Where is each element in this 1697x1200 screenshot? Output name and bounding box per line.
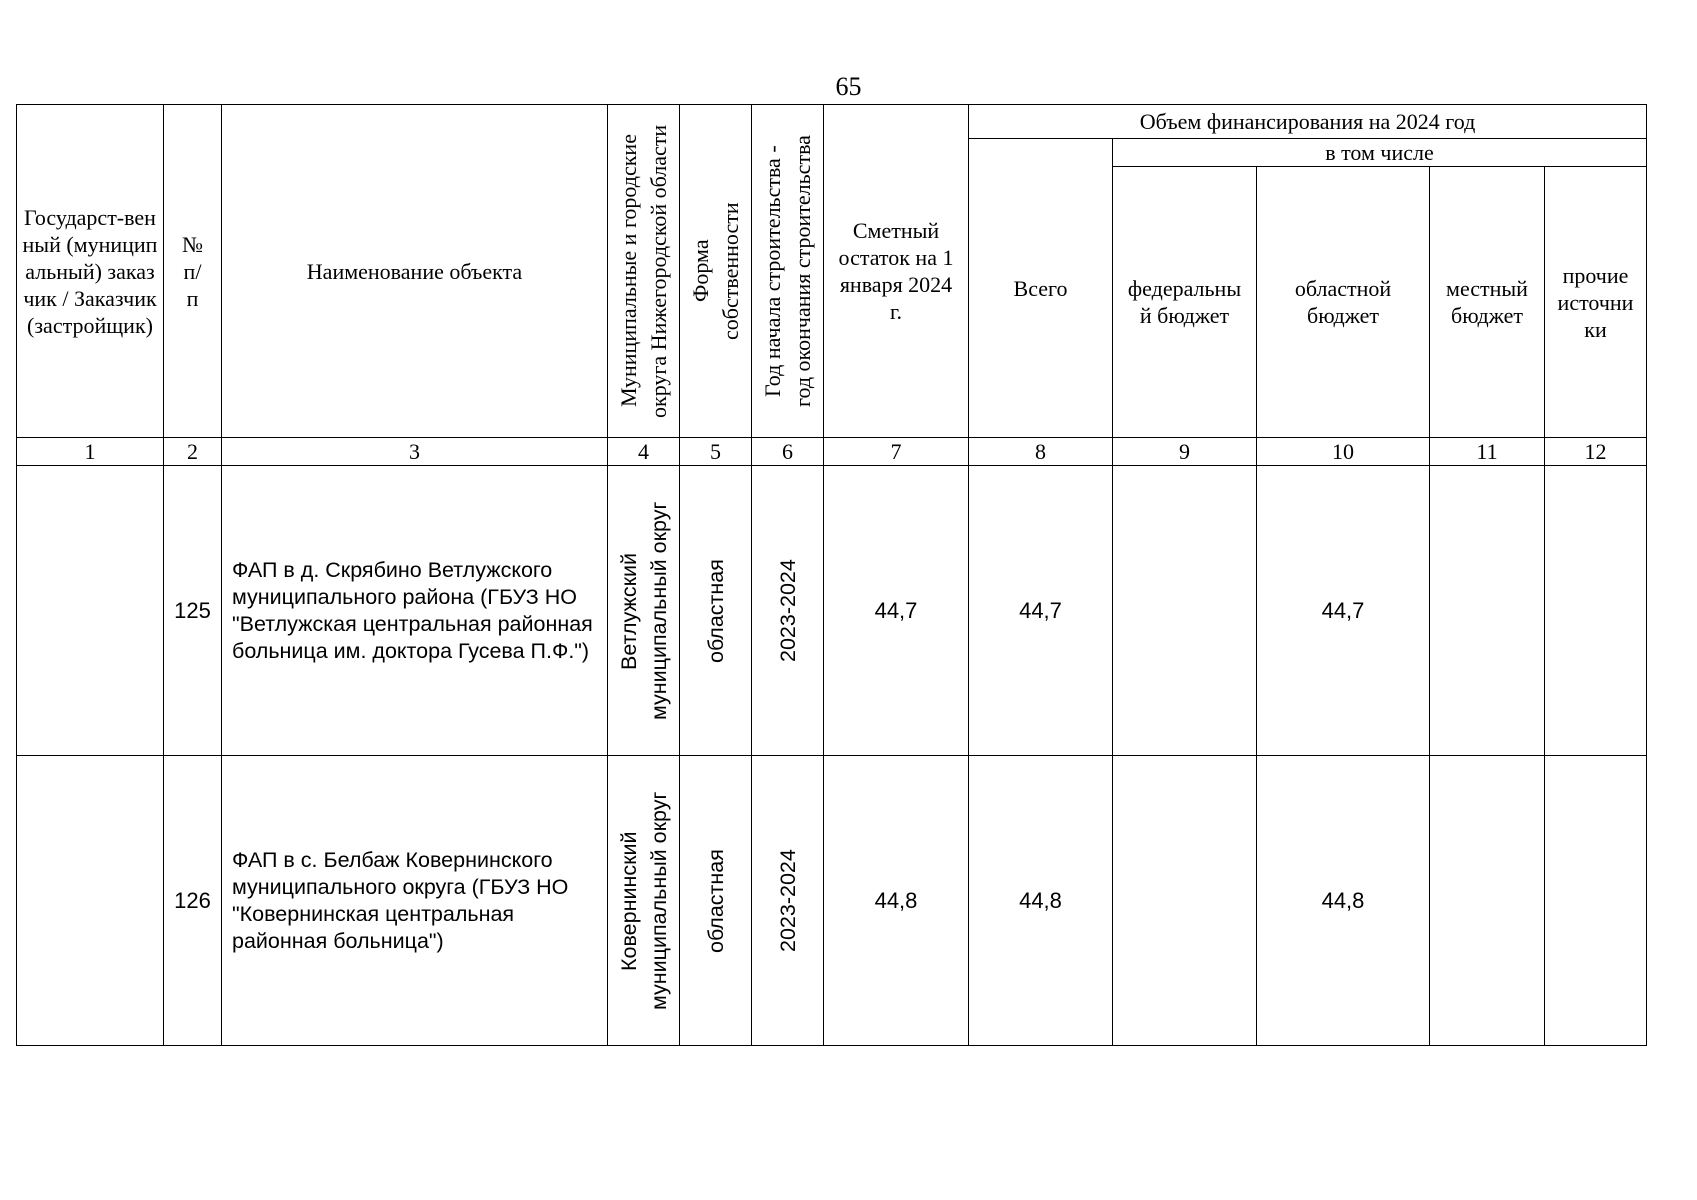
header-federal: федеральный бюджет <box>1113 167 1257 438</box>
row-years: 2023-2024 <box>752 756 824 1046</box>
table-row <box>17 756 1647 1046</box>
page-number: 65 <box>835 72 862 101</box>
row-estimate: 44,7 <box>824 466 969 756</box>
table-row <box>17 466 1647 756</box>
row-ownership: областная <box>680 756 752 1046</box>
row-other <box>1545 756 1647 1046</box>
header-funding-group: Объем финансирования на 2024 год <box>969 105 1647 139</box>
header-object-name: Наименование объекта <box>222 105 608 438</box>
column-number: 7 <box>824 438 969 466</box>
row-local <box>1430 756 1545 1046</box>
header-ownership: Форма собственности <box>680 105 752 438</box>
column-number-row <box>17 438 1647 466</box>
column-number: 8 <box>969 438 1113 466</box>
row-customer <box>17 466 164 756</box>
column-number: 9 <box>1113 438 1257 466</box>
row-federal <box>1113 756 1257 1046</box>
header-estimate: Сметный остаток на 1 января 2024 г. <box>824 105 969 438</box>
column-number: 5 <box>680 438 752 466</box>
header-local: местный бюджет <box>1430 167 1545 438</box>
row-ownership: областная <box>680 466 752 756</box>
row-number: 125 <box>164 466 222 756</box>
header-customer: Государст-венный (муниципальный) заказчик / Заказчик (застройщик) <box>17 105 164 438</box>
header-years: Год начала строительства - год окончания строительства <box>752 105 824 438</box>
row-total: 44,8 <box>969 756 1113 1046</box>
header-regional: областной бюджет <box>1257 167 1430 438</box>
row-object-name: ФАП в с. Белбаж Ковернинского муниципального округа (ГБУЗ НО "Ковернинская центральная районная больница") <box>222 756 608 1046</box>
row-object-name: ФАП в д. Скрябино Ветлужского муниципального района (ГБУЗ НО "Ветлужская центральная районная больница им. доктора Гусева П.Ф.") <box>222 466 608 756</box>
row-municipality: Ковернинский муниципальный округ <box>608 756 680 1046</box>
row-local <box>1430 466 1545 756</box>
column-number: 3 <box>222 438 608 466</box>
header-row-top <box>17 105 1647 139</box>
row-number: 126 <box>164 756 222 1046</box>
column-number: 12 <box>1545 438 1647 466</box>
column-number: 11 <box>1430 438 1545 466</box>
row-regional: 44,7 <box>1257 466 1430 756</box>
row-customer <box>17 756 164 1046</box>
header-number: № п/п <box>164 105 222 438</box>
column-number: 10 <box>1257 438 1430 466</box>
row-years: 2023-2024 <box>752 466 824 756</box>
header-other: прочие источники <box>1545 167 1647 438</box>
column-number: 4 <box>608 438 680 466</box>
row-municipality: Ветлужский муниципальный округ <box>608 466 680 756</box>
column-number: 1 <box>17 438 164 466</box>
column-number: 6 <box>752 438 824 466</box>
row-federal <box>1113 466 1257 756</box>
financing-table <box>16 104 1647 1046</box>
row-regional: 44,8 <box>1257 756 1430 1046</box>
row-estimate: 44,8 <box>824 756 969 1046</box>
row-total: 44,7 <box>969 466 1113 756</box>
column-number: 2 <box>164 438 222 466</box>
header-including: в том числе <box>1113 139 1647 167</box>
header-total: Всего <box>969 139 1113 438</box>
row-other <box>1545 466 1647 756</box>
header-municipality: Муниципальные и городские округа Нижегородской области <box>608 105 680 438</box>
